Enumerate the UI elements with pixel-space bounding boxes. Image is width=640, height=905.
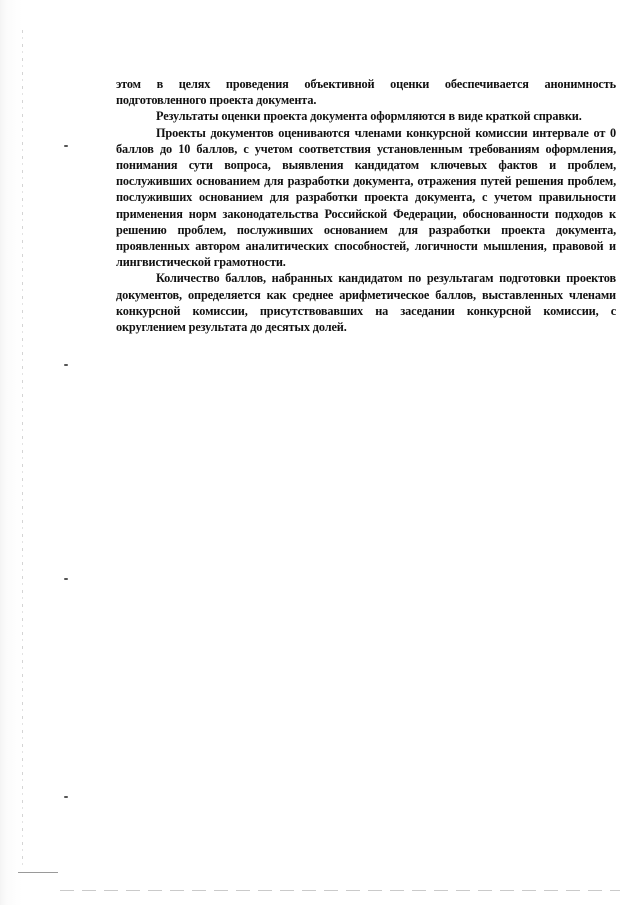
- document-body: [116, 76, 616, 335]
- paragraph-evaluation-criteria: Проекты документов оцениваются членами конкурсной комиссии интервале от 0 баллов до 10 баллов, с учетом соответствия установленным требованиям оформления, понимания сути вопроса, выявления кандидатом ключевых фактов и проблем, послуживших основанием для разработки документа, отражения путей решения проблем, послуживших основанием для разработки проекта документа, с учетом правильности применения норм законодательства Российской Федерации, обоснованности подходов к решению проблем, послуживших основанием для разработки проекта документа, проявленных автором аналитических способностей, логичности мышления, правовой и лингвистической грамотности.: [116, 125, 616, 270]
- scan-edge-shadow: [0, 0, 22, 905]
- punch-hole-mark: [64, 578, 68, 580]
- scan-corner-mark: [18, 872, 58, 873]
- paragraph-score-calculation: Количество баллов, набранных кандидатом по результагам подготовки проектов документов, определяется как среднее арифметическое баллов, выставленных членами конкурсной комиссии, присутствовавших на заседании конкурсной комиссии, с округлением результата до десятых долей.: [116, 271, 616, 335]
- scan-edge-line: [22, 30, 23, 870]
- punch-hole-mark: [64, 364, 68, 366]
- paragraph-assessment-results: Результаты оценки проекта документа оформляются в виде краткой справки.: [156, 109, 582, 124]
- paragraph-anonymity: этом в целях проведения объективной оценки обеспечивается анонимность подготовленного проекта документа.: [116, 77, 616, 108]
- scan-bottom-edge: [60, 890, 620, 891]
- punch-hole-mark: [64, 145, 68, 147]
- punch-hole-mark: [64, 796, 68, 798]
